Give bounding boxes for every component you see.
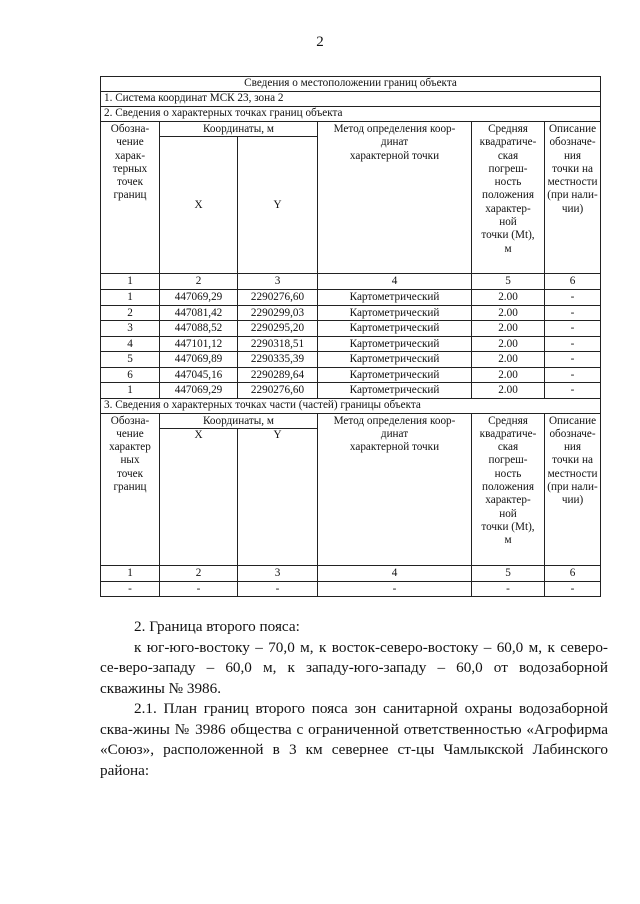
y-coordinate: 2290276,60 xyxy=(238,383,318,399)
sec2-method-header: Метод определения коор- динат характерной точки xyxy=(318,122,472,274)
sec3-method-header: Метод определения коор- динат характерной точки xyxy=(318,413,472,565)
column-number: 1 xyxy=(101,274,160,290)
section3-row xyxy=(101,398,601,413)
error: 2.00 xyxy=(472,336,545,352)
table-body xyxy=(101,77,601,597)
column-number: 1 xyxy=(101,565,160,581)
body-text xyxy=(100,617,608,781)
x-coordinate: 447101,12 xyxy=(160,336,238,352)
description: - xyxy=(545,290,601,306)
section2-label: 2. Сведения о характерных точках границ объекта xyxy=(101,107,601,122)
table-row xyxy=(101,352,601,368)
column-number: 4 xyxy=(318,565,472,581)
column-number: 5 xyxy=(472,565,545,581)
table-row xyxy=(101,383,601,399)
sec3-coordinates-header: Координаты, м xyxy=(160,413,318,428)
point-number: 1 xyxy=(101,290,160,306)
description: - xyxy=(545,581,601,597)
paragraph-second-belt-heading: 2. Граница второго пояса: xyxy=(134,618,300,635)
y-coordinate: 2290276,60 xyxy=(238,290,318,306)
sec2-description-header: Описание обозначе- ния точки на местности (при нали- чии) xyxy=(545,122,601,274)
column-number: 5 xyxy=(472,274,545,290)
description: - xyxy=(545,305,601,321)
section2-row xyxy=(101,107,601,122)
section3-label: 3. Сведения о характерных точках части (частей) границы объекта xyxy=(101,398,601,413)
point-number: 3 xyxy=(101,321,160,337)
y-coordinate: 2290335,39 xyxy=(238,352,318,368)
point-number: 1 xyxy=(101,383,160,399)
description: - xyxy=(545,367,601,383)
error: 2.00 xyxy=(472,352,545,368)
sec3-header-row xyxy=(101,413,601,428)
point-number: 5 xyxy=(101,352,160,368)
method: Картометрический xyxy=(318,305,472,321)
column-number: 4 xyxy=(318,274,472,290)
method: Картометрический xyxy=(318,321,472,337)
sec2-designation-header: Обозна- чение харак- терных точек границ xyxy=(101,122,160,274)
method: Картометрический xyxy=(318,367,472,383)
section1-label: 1. Система координат МСК 23, зона 2 xyxy=(101,92,601,107)
page-number: 2 xyxy=(316,34,324,50)
y-coordinate: 2290289,64 xyxy=(238,367,318,383)
description: - xyxy=(545,321,601,337)
table-row xyxy=(101,581,601,597)
sec3-description-header: Описание обозначе- ния точки на местности (при нали- чии) xyxy=(545,413,601,565)
sec3-column-number-row xyxy=(101,565,601,581)
y-coordinate: 2290318,51 xyxy=(238,336,318,352)
point-number: 6 xyxy=(101,367,160,383)
table-row xyxy=(101,367,601,383)
description: - xyxy=(545,336,601,352)
column-number: 6 xyxy=(545,274,601,290)
sec2-coordinates-header: Координаты, м xyxy=(160,122,318,137)
sec3-y-header: Y xyxy=(238,428,318,565)
sec2-error-header: Средняя квадратиче- ская погреш- ность положения характер- ной точки (Mt), м xyxy=(472,122,545,274)
column-number: 2 xyxy=(160,274,238,290)
y-coordinate: 2290299,03 xyxy=(238,305,318,321)
method: Картометрический xyxy=(318,290,472,306)
point-number: 2 xyxy=(101,305,160,321)
sec2-x-header: X xyxy=(160,137,238,274)
x-coordinate: 447088,52 xyxy=(160,321,238,337)
column-number: 3 xyxy=(238,565,318,581)
error: 2.00 xyxy=(472,367,545,383)
column-number: 3 xyxy=(238,274,318,290)
error: 2.00 xyxy=(472,290,545,306)
table-row xyxy=(101,290,601,306)
method: Картометрический xyxy=(318,352,472,368)
column-number: 6 xyxy=(545,565,601,581)
sec2-header-row xyxy=(101,122,601,137)
column-number: 2 xyxy=(160,565,238,581)
x-coordinate: 447069,29 xyxy=(160,290,238,306)
x-coordinate: 447045,16 xyxy=(160,367,238,383)
title-row xyxy=(101,77,601,92)
sec3-designation-header: Обозна- чение характер ных точек границ xyxy=(101,413,160,565)
method: Картометрический xyxy=(318,383,472,399)
table-title: Сведения о местоположении границ объекта xyxy=(101,77,601,92)
error: - xyxy=(472,581,545,597)
error: 2.00 xyxy=(472,305,545,321)
sec2-y-header: Y xyxy=(238,137,318,274)
table-row xyxy=(101,305,601,321)
sec2-column-number-row xyxy=(101,274,601,290)
error: 2.00 xyxy=(472,383,545,399)
x-coordinate: 447069,89 xyxy=(160,352,238,368)
x-coordinate: - xyxy=(160,581,238,597)
sec3-error-header: Средняя квадратиче- ская погреш- ность положения характер- ной точки (Mt), м xyxy=(472,413,545,565)
x-coordinate: 447081,42 xyxy=(160,305,238,321)
method: Картометрический xyxy=(318,336,472,352)
table-row xyxy=(101,336,601,352)
method: - xyxy=(318,581,472,597)
table-row xyxy=(101,321,601,337)
description: - xyxy=(545,352,601,368)
sec3-x-header: X xyxy=(160,428,238,565)
point-number: 4 xyxy=(101,336,160,352)
point-number: - xyxy=(101,581,160,597)
section1-row xyxy=(101,92,601,107)
x-coordinate: 447069,29 xyxy=(160,383,238,399)
paragraph-plan-description: 2.1. План границ второго пояса зон санитарной охраны водозаборной сква-жины № 3986 общества с ограниченной ответственностью «Агрофирма «Союз», расположенной в 3 км севернее ст-цы Чамлыкской Лабинского района: xyxy=(100,700,608,779)
y-coordinate: 2290295,20 xyxy=(238,321,318,337)
paragraph-second-belt-distances: к юг-юго-востоку – 70,0 м, к восток-северо-востоку – 60,0 м, к северо-се-веро-западу – 60,0 м, к западу-юго-западу – 60,0 от водозаборной скважины № 3986. xyxy=(100,638,608,697)
description: - xyxy=(545,383,601,399)
boundary-table xyxy=(100,76,601,597)
error: 2.00 xyxy=(472,321,545,337)
y-coordinate: - xyxy=(238,581,318,597)
